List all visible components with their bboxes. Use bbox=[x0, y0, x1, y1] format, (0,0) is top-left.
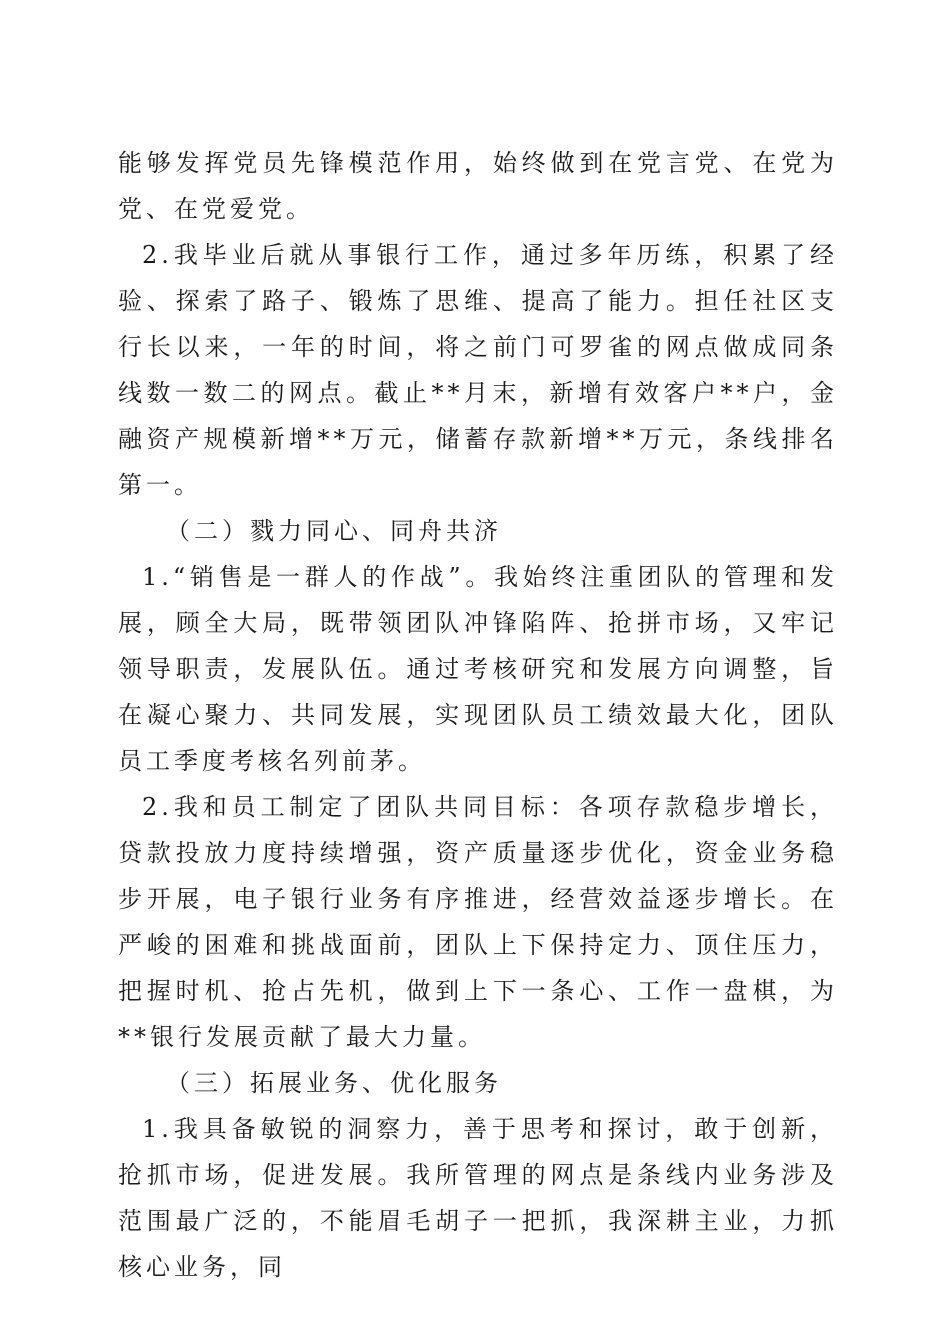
paragraph-banking-experience: 2.我毕业后就从事银行工作，通过多年历练，积累了经验、探索了路子、锻炼了思维、提高了能力。担任社区支行长以来，一年的时间，将之前门可罗雀的网点做成同条线数一数二的网点。截止**月末，新增有效客户**户，金融资产规模新增**万元，储蓄存款新增**万元，条线排名第一。 bbox=[118, 241, 838, 499]
paragraph-team-goals: 2.我和员工制定了团队共同目标：各项存款稳步增长，贷款投放力度持续增强，资产质量逐步优化，资金业务稳步开展，电子银行业务有序推进，经营效益逐步增长。在严峻的困难和挑战面前，团队上下保持定力、顶住压力，把握时机、抢占先机，做到上下一条心、工作一盘棋，为**银行发展贡献了最大力量。 bbox=[118, 793, 838, 1051]
section-heading-3: （三）拓展业务、优化服务 bbox=[166, 1069, 502, 1097]
document-body bbox=[118, 140, 838, 1290]
paragraph-party-role: 能够发挥党员先锋模范作用，始终做到在党言党、在党为党、在党爱党。 bbox=[118, 149, 838, 223]
section-heading-2: （二）戮力同心、同舟共济 bbox=[166, 517, 502, 545]
paragraph-business-expansion: 1.我具备敏锐的洞察力，善于思考和探讨，敢于创新，抢抓市场，促进发展。我所管理的网点是条线内业务涉及范围最广泛的，不能眉毛胡子一把抓，我深耕主业，力抓核心业务，同 bbox=[118, 1115, 838, 1281]
paragraph-team-management: 1.“销售是一群人的作战”。我始终注重团队的管理和发展，顾全大局，既带领团队冲锋陷阵、抢拼市场，又牢记领导职责，发展队伍。通过考核研究和发展方向调整，旨在凝心聚力、共同发展，实现团队员工绩效最大化，团队员工季度考核名列前茅。 bbox=[118, 563, 838, 775]
